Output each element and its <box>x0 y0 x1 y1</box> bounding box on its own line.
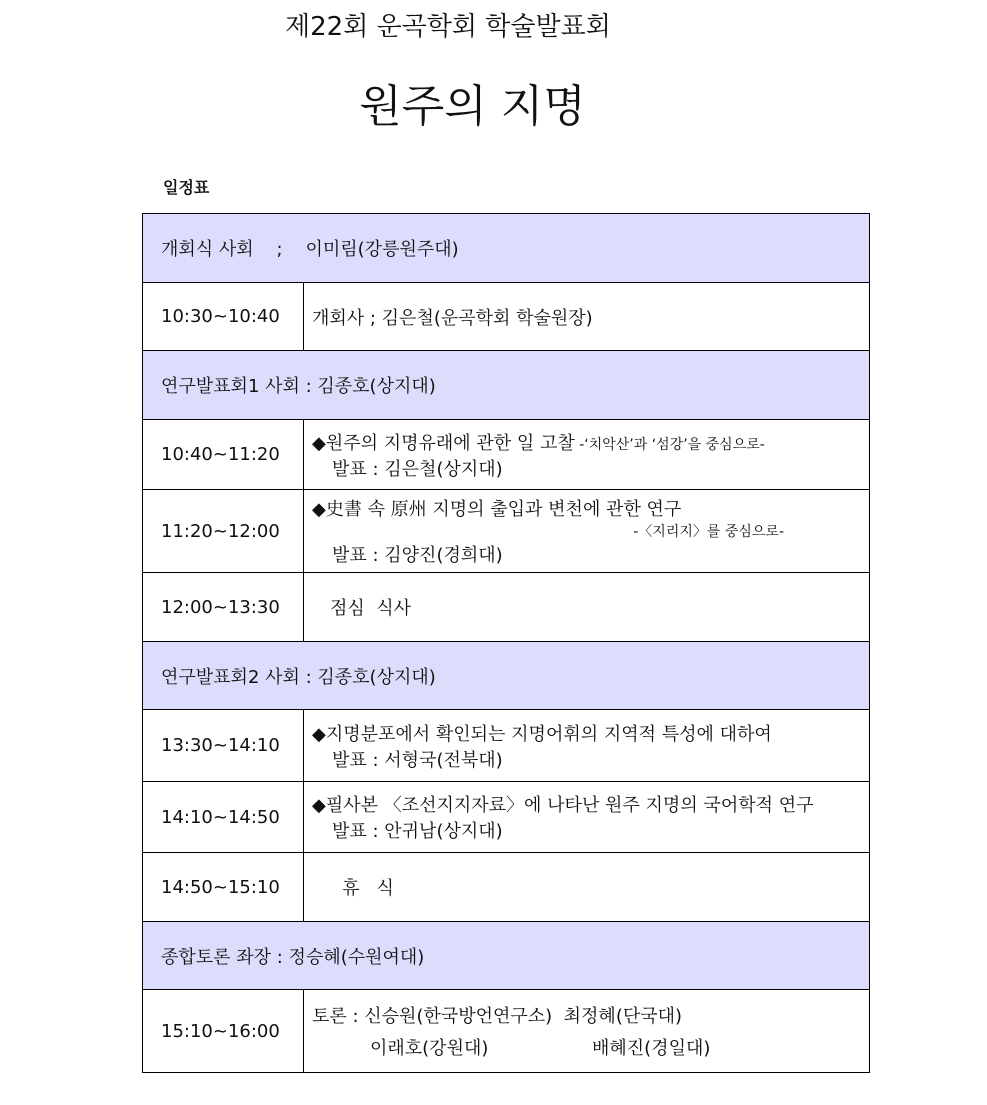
content-cell <box>304 990 870 1073</box>
table-row <box>143 922 870 990</box>
table-row <box>143 573 870 642</box>
talk-title: ◆지명분포에서 확인되는 지명어휘의 지역적 특성에 대하여 <box>312 723 772 745</box>
table-row <box>143 782 870 853</box>
time-cell: 13:30~14:10 <box>143 710 304 782</box>
discussant: 이래호(강원대) <box>370 1038 489 1059</box>
time-cell: 14:50~15:10 <box>143 853 304 922</box>
talk-title: ◆史書 속 原州 지명의 출입과 변천에 관한 연구 <box>312 499 682 520</box>
talk-subtitle: -〈지리지〉를 중심으로- <box>633 524 784 540</box>
table-row <box>143 490 870 573</box>
content-cell <box>304 420 870 490</box>
time-cell: 12:00~13:30 <box>143 573 304 642</box>
content-cell <box>304 782 870 853</box>
time-cell: 15:10~16:00 <box>143 990 304 1073</box>
table-row <box>143 990 870 1073</box>
talk-title: ◆필사본 〈조선지지자료〉에 나타난 원주 지명의 국어학적 연구 <box>312 795 814 816</box>
talk-subtitle: -‘치악산’과 ‘섬강’을 중심으로- <box>574 436 765 453</box>
presenter: 발표 : 김은철(상지대) <box>332 458 503 480</box>
table-row <box>143 642 870 710</box>
table-row <box>143 214 870 283</box>
time-cell: 10:30~10:40 <box>143 283 304 351</box>
content-cell <box>304 490 870 573</box>
content-cell: 점심 식사 <box>304 573 870 642</box>
presenter: 발표 : 서형국(전북대) <box>332 749 503 771</box>
section-header: 연구발표회2 사회 : 김종호(상지대) <box>143 642 870 710</box>
content-cell: 개회사 ; 김은철(운곡학회 학술원장) <box>304 283 870 351</box>
table-row <box>143 710 870 782</box>
section-header: 연구발표회1 사회 : 김종호(상지대) <box>143 351 870 420</box>
time-cell: 11:20~12:00 <box>143 490 304 573</box>
discussant-line: 토론 : 신승원(한국방언연구소) 최정혜(단국대) <box>312 1006 683 1027</box>
section-header: 개회식 사회 ; 이미림(강릉원주대) <box>143 214 870 283</box>
schedule-label: 일정표 <box>163 178 210 197</box>
discussant: 배혜진(경일대) <box>592 1038 711 1059</box>
presenter: 발표 : 김양진(경희대) <box>332 545 503 566</box>
event-title: 제22회 운곡학회 학술발표회 <box>285 12 611 42</box>
schedule-table <box>142 213 870 1073</box>
table-row <box>143 420 870 490</box>
content-cell: 휴 식 <box>304 853 870 922</box>
section-header: 종합토론 좌장 : 정승혜(수원여대) <box>143 922 870 990</box>
table-row <box>143 853 870 922</box>
content-cell <box>304 710 870 782</box>
table-row <box>143 351 870 420</box>
table-row <box>143 283 870 351</box>
talk-title: ◆원주의 지명유래에 관한 일 고찰 <box>312 432 575 454</box>
page-title: 원주의 지명 <box>359 81 586 132</box>
presenter: 발표 : 안귀남(상지대) <box>332 821 503 842</box>
time-cell: 10:40~11:20 <box>143 420 304 490</box>
time-cell: 14:10~14:50 <box>143 782 304 853</box>
